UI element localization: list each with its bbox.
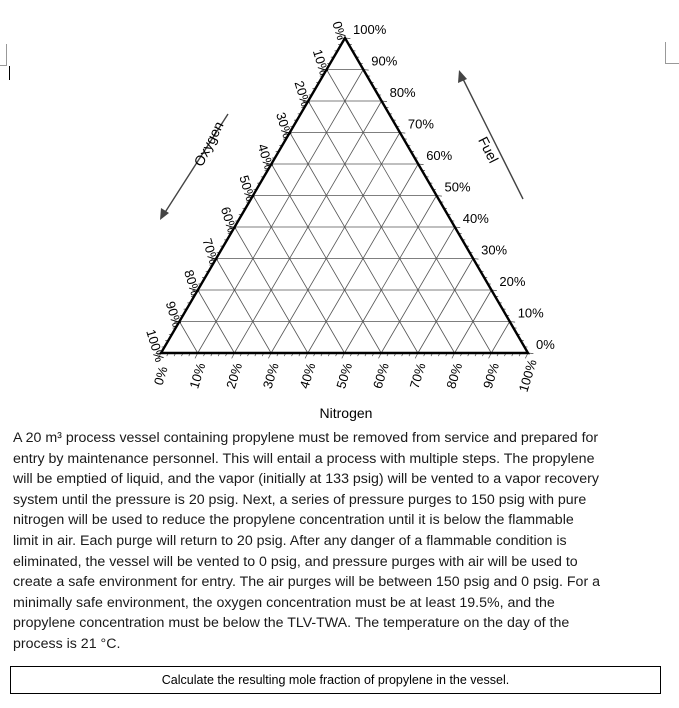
nitrogen-tick-label: 20% — [223, 361, 246, 391]
grid-line — [179, 322, 197, 354]
question-text: Calculate the resulting mole fraction of propylene in the vessel. — [161, 673, 510, 687]
nitrogen-tick-label: 30% — [259, 361, 282, 391]
fuel-tick-labels — [353, 22, 555, 352]
problem-line: will be emptied of liquid, and the vapor (initially at 133 psig) will be vented to a vapor recovery — [13, 471, 599, 488]
fuel-tick-label: 10% — [517, 305, 544, 321]
grid-line — [345, 196, 437, 354]
fuel-tick-label: 90% — [371, 53, 398, 69]
nitrogen-tick-label: 40% — [296, 361, 319, 391]
oxygen-tick-label: 90% — [162, 299, 185, 329]
fuel-tick-label: 80% — [389, 85, 416, 100]
fuel-tick-label: 70% — [407, 116, 434, 132]
grid-line — [253, 196, 345, 354]
nitrogen-axis-title: Nitrogen — [319, 405, 373, 421]
question-box — [10, 666, 661, 694]
oxygen-tick-label: 100% — [143, 327, 168, 364]
fuel-tick-label: 0% — [536, 337, 555, 352]
problem-line: system until the pressure is 20 psig. Next, a series of pressure purges to 150 psig with pure — [13, 491, 587, 508]
minor-tick-marks — [156, 38, 534, 358]
nitrogen-tick-label: 90% — [480, 361, 502, 391]
nitrogen-tick-labels — [151, 357, 540, 394]
grid-line — [418, 259, 473, 354]
problem-line: minimally safe environment, the oxygen concentration must be at least 19.5%, and the — [13, 594, 555, 611]
grid-line — [271, 133, 400, 354]
fuel-tick-label: 40% — [462, 211, 489, 226]
oxygen-tick-label: 20% — [291, 79, 314, 109]
oxygen-axis-title: Oxygen — [190, 118, 227, 169]
grid-line — [216, 259, 271, 354]
fuel-axis-title: Fuel — [475, 133, 502, 166]
oxygen-tick-label: 30% — [273, 110, 296, 140]
oxygen-tick-label: 10% — [309, 47, 332, 77]
nitrogen-tick-label: 100% — [515, 357, 540, 394]
problem-line: propylene concentration must be below the TLV-TWA. The temperature on the day of the — [13, 615, 570, 632]
problem-line: nitrogen will be used to reduce the propylene concentration until it is below the flammable — [13, 512, 574, 529]
oxygen-tick-labels — [143, 20, 349, 365]
oxygen-tick-label: 80% — [181, 268, 204, 298]
oxygen-tick-label: 40% — [254, 142, 277, 172]
problem-line: A 20 m³ process vessel containing propylene must be removed from service and prepared for — [13, 430, 599, 446]
problem-line: process is 21 °C. — [13, 635, 121, 652]
oxygen-tick-label: 0% — [329, 19, 350, 42]
grid-line — [290, 133, 418, 354]
problem-line: eliminated, the vessel will be vented to 0 psig, and pressure purges with air will be used to — [13, 553, 578, 570]
fuel-tick-label: 100% — [353, 22, 387, 37]
nitrogen-tick-label: 10% — [186, 361, 209, 391]
fuel-tick-label: 20% — [499, 274, 526, 289]
grid-line — [491, 322, 509, 354]
oxygen-tick-label: 70% — [199, 236, 222, 266]
problem-statement — [13, 428, 667, 655]
nitrogen-tick-label: 0% — [150, 364, 171, 387]
nitrogen-tick-label: 70% — [406, 361, 429, 391]
problem-line: entry by maintenance personnel. This will entail a process with multiple steps. The propylene — [13, 450, 595, 467]
nitrogen-tick-label: 80% — [443, 361, 466, 391]
oxygen-tick-label: 60% — [217, 205, 240, 235]
nitrogen-tick-label: 60% — [369, 361, 392, 391]
fuel-tick-label: 30% — [481, 242, 508, 258]
fuel-tick-label: 60% — [426, 148, 453, 163]
problem-line: create a safe environment for entry. The air purges will be between 150 psig and 0 psig. For a — [13, 574, 601, 591]
fuel-tick-label: 50% — [444, 179, 471, 195]
oxygen-tick-label: 50% — [236, 173, 259, 203]
problem-line: limit in air. Each purge will return to 20 psig. After any danger of a flammable condition is — [13, 532, 567, 549]
nitrogen-tick-label: 50% — [333, 361, 356, 391]
